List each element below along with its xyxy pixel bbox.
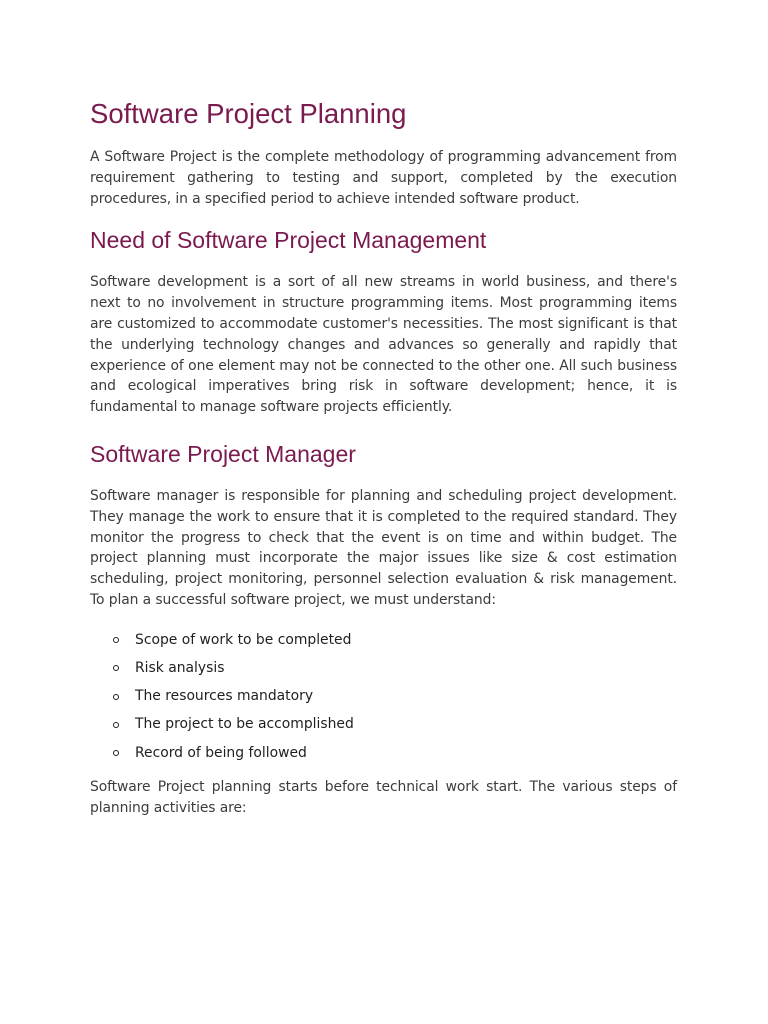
list-item (90, 630, 677, 650)
document-page (90, 96, 677, 819)
circle-bullet-icon (113, 665, 119, 671)
section-heading-manager: Software Project Manager (90, 440, 356, 467)
circle-bullet-icon (113, 637, 119, 643)
list-item-text: The resources mandatory (135, 688, 314, 705)
list-item (90, 743, 677, 763)
section-paragraph-manager: Software manager is responsible for planning and scheduling project development. They manage the work to ensure that it is completed to the required standard. They monitor the progress to check that the event is on time and within budget. The project planning must incorporate the major issues like size & cost estimation scheduling, project monitoring, personnel selection evaluation & risk management. To plan a successful software project, we must understand: (90, 487, 677, 608)
intro-paragraph: A Software Project is the complete methodology of programming advancement from requirement gathering to testing and support, completed by the execution procedures, in a specified period to achieve intended software product. (90, 149, 677, 207)
planning-list (90, 630, 677, 763)
list-item-text: Risk analysis (135, 659, 225, 676)
list-item-text: Record of being followed (135, 744, 307, 761)
circle-bullet-icon (113, 722, 119, 728)
closing-paragraph: Software Project planning starts before technical work start. The various steps of planning activities are: (90, 778, 677, 816)
list-item (90, 714, 677, 734)
circle-bullet-icon (113, 750, 119, 756)
page-title: Software Project Planning (90, 98, 407, 129)
list-item (90, 686, 677, 706)
section-heading-need: Need of Software Project Management (90, 227, 487, 254)
section-paragraph-need: Software development is a sort of all new streams in world business, and there's next to no involvement in structure programming items. Most programming items are customized to accommodate customer's necessities. The most significant is that the underlying technology changes and advances so generally and rapidly that experience of one element may not be connected to the other one. All such business and ecological imperatives bring risk in software development; hence, it is fundamental to manage software projects efficiently. (90, 274, 677, 416)
list-item-text: The project to be accomplished (135, 716, 354, 733)
circle-bullet-icon (113, 694, 119, 700)
list-item-text: Scope of work to be completed (135, 631, 352, 648)
list-item (90, 658, 677, 678)
